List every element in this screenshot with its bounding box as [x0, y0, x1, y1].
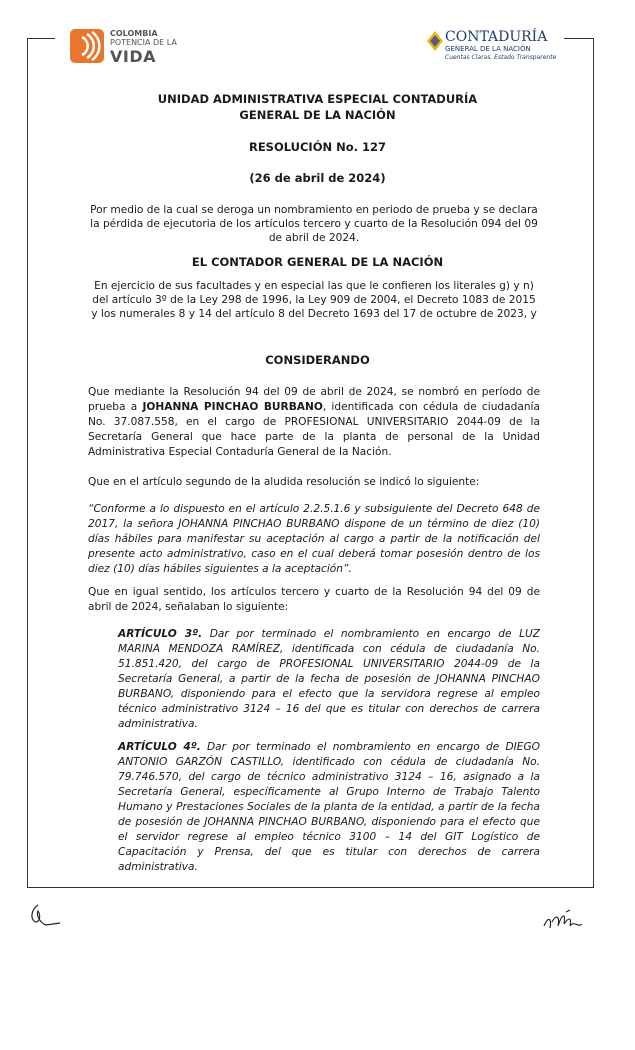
resolution-title: RESOLUCIÓN No. 127 — [248, 140, 387, 154]
potencia-mark-icon — [70, 29, 104, 63]
logo-right-sub: GENERAL DE LA NACIÓN — [445, 45, 531, 53]
paragraph-2: Que en el artículo segundo de la aludida resolución se indicó lo siguiente: — [88, 476, 480, 488]
person-name: JOHANNA PINCHAO BURBANO — [142, 401, 323, 413]
article-4 — [118, 740, 540, 875]
quote-paragraph: “Conforme a lo dispuesto en el artículo 2.2.5.1.6 y subsiguiente del Decreto 648 de 2017, la señora JOHANNA PINCHAO BURBANO dispone de un término de diez (10) días hábiles para manifestar su aceptación al cargo a partir de la notificación del presente acto administrativo, caso en el cual deberá tomar posesión dentro de los diez (10) días hábiles siguientes a la aceptación”. — [88, 503, 540, 575]
initials-signature-right — [540, 906, 584, 936]
article-4-label: ARTÍCULO 4º. — [118, 741, 201, 753]
logo-right-name: CONTADURÍA — [445, 29, 548, 45]
logo-big-text: VIDA — [110, 47, 156, 66]
contaduria-diamond-icon — [427, 31, 443, 51]
logo-line2: POTENCIA DE LA — [110, 38, 177, 47]
paragraph-3: Que en igual sentido, los artículos tercero y cuarto de la Resolución 94 del 09 de abril de 2024, señalaban lo siguiente: — [88, 586, 540, 613]
powers-paragraph: En ejercicio de sus facultades y en especial las que le confieren los literales g) y n) del artículo 3º de la Ley 298 de 1996, la Ley 909 de 2004, el Decreto 1083 de 2015 y los numerales 8 y 14 del artículo 8 del Decreto 1693 del 17 de octubre de 2023, y — [91, 280, 537, 320]
considering-heading: CONSIDERANDO — [265, 353, 370, 367]
logo-right-tagline: Cuentas Claras, Estado Transparente — [445, 54, 557, 61]
initials-signature-left — [28, 903, 64, 929]
article-3-label: ARTÍCULO 3º. — [118, 628, 203, 640]
article-3 — [118, 627, 540, 732]
paragraph-1-end: , identificada con cédula de ciudadanía No. 37.087.558, en el cargo de PROFESIONAL UNIVERSITARIO 2044-09 de la Secretaría General que hace parte de la planta de personal de la Unidad Administrativa Especial Contaduría General de la Nación. — [88, 401, 540, 458]
entity-line2: GENERAL DE LA NACIÓN — [239, 108, 396, 122]
article-3-text: Dar por terminado el nombramiento en encargo de LUZ MARINA MENDOZA RAMÍREZ, identificada con cédula de ciudadanía No. 51.851.420, del cargo de PROFESIONAL UNIVERSITARIO 2044-09 de la Secretaría General, a partir de la fecha de posesión de JOHANNA PINCHAO BURBANO, disponiendo para el efecto que la servidora regrese al empleo técnico administrativo 3124 – 16 del que es titular con derechos de carrera administrativa. — [118, 628, 540, 730]
resolution-date: (26 de abril de 2024) — [249, 171, 386, 185]
entity-line1: UNIDAD ADMINISTRATIVA ESPECIAL CONTADURÍA — [157, 92, 478, 106]
colombia-potencia-logo — [70, 27, 180, 65]
article-4-text: Dar por terminado el nombramiento en encargo de DIEGO ANTONIO GARZÓN CASTILLO, identificado con cédula de ciudadanía No. 79.746.570, del cargo de técnico administrativo 3124 – 16, asignado a la Secretaría General, específicamente al Grupo Interno de Trabajo Talento Humano y Prestaciones Sociales de la planta de la entidad, a partir de la fecha de posesión de JOHANNA PINCHAO BURBANO, disponiendo para el efecto que el servidor regrese al empleo técnico 3100 – 14 del GIT Logístico de Capacitación y Prensa, del que es titular con derechos de carrera administrativa. — [118, 741, 540, 873]
summary-paragraph: Por medio de la cual se deroga un nombramiento en periodo de prueba y se declara la pérdida de ejecutoria de los artículos tercero y cuarto de la Resolución 094 del 09 de abril de 2024. — [90, 204, 538, 244]
paragraph-1 — [88, 385, 540, 460]
logo-line1: COLOMBIA — [110, 29, 158, 38]
authority-heading: EL CONTADOR GENERAL DE LA NACIÓN — [191, 255, 444, 269]
paragraph-1-start: Que mediante la Resolución 94 del 09 de abril de 2024, se nombró en período de prueba a — [88, 386, 540, 413]
contaduria-logo — [427, 29, 557, 65]
